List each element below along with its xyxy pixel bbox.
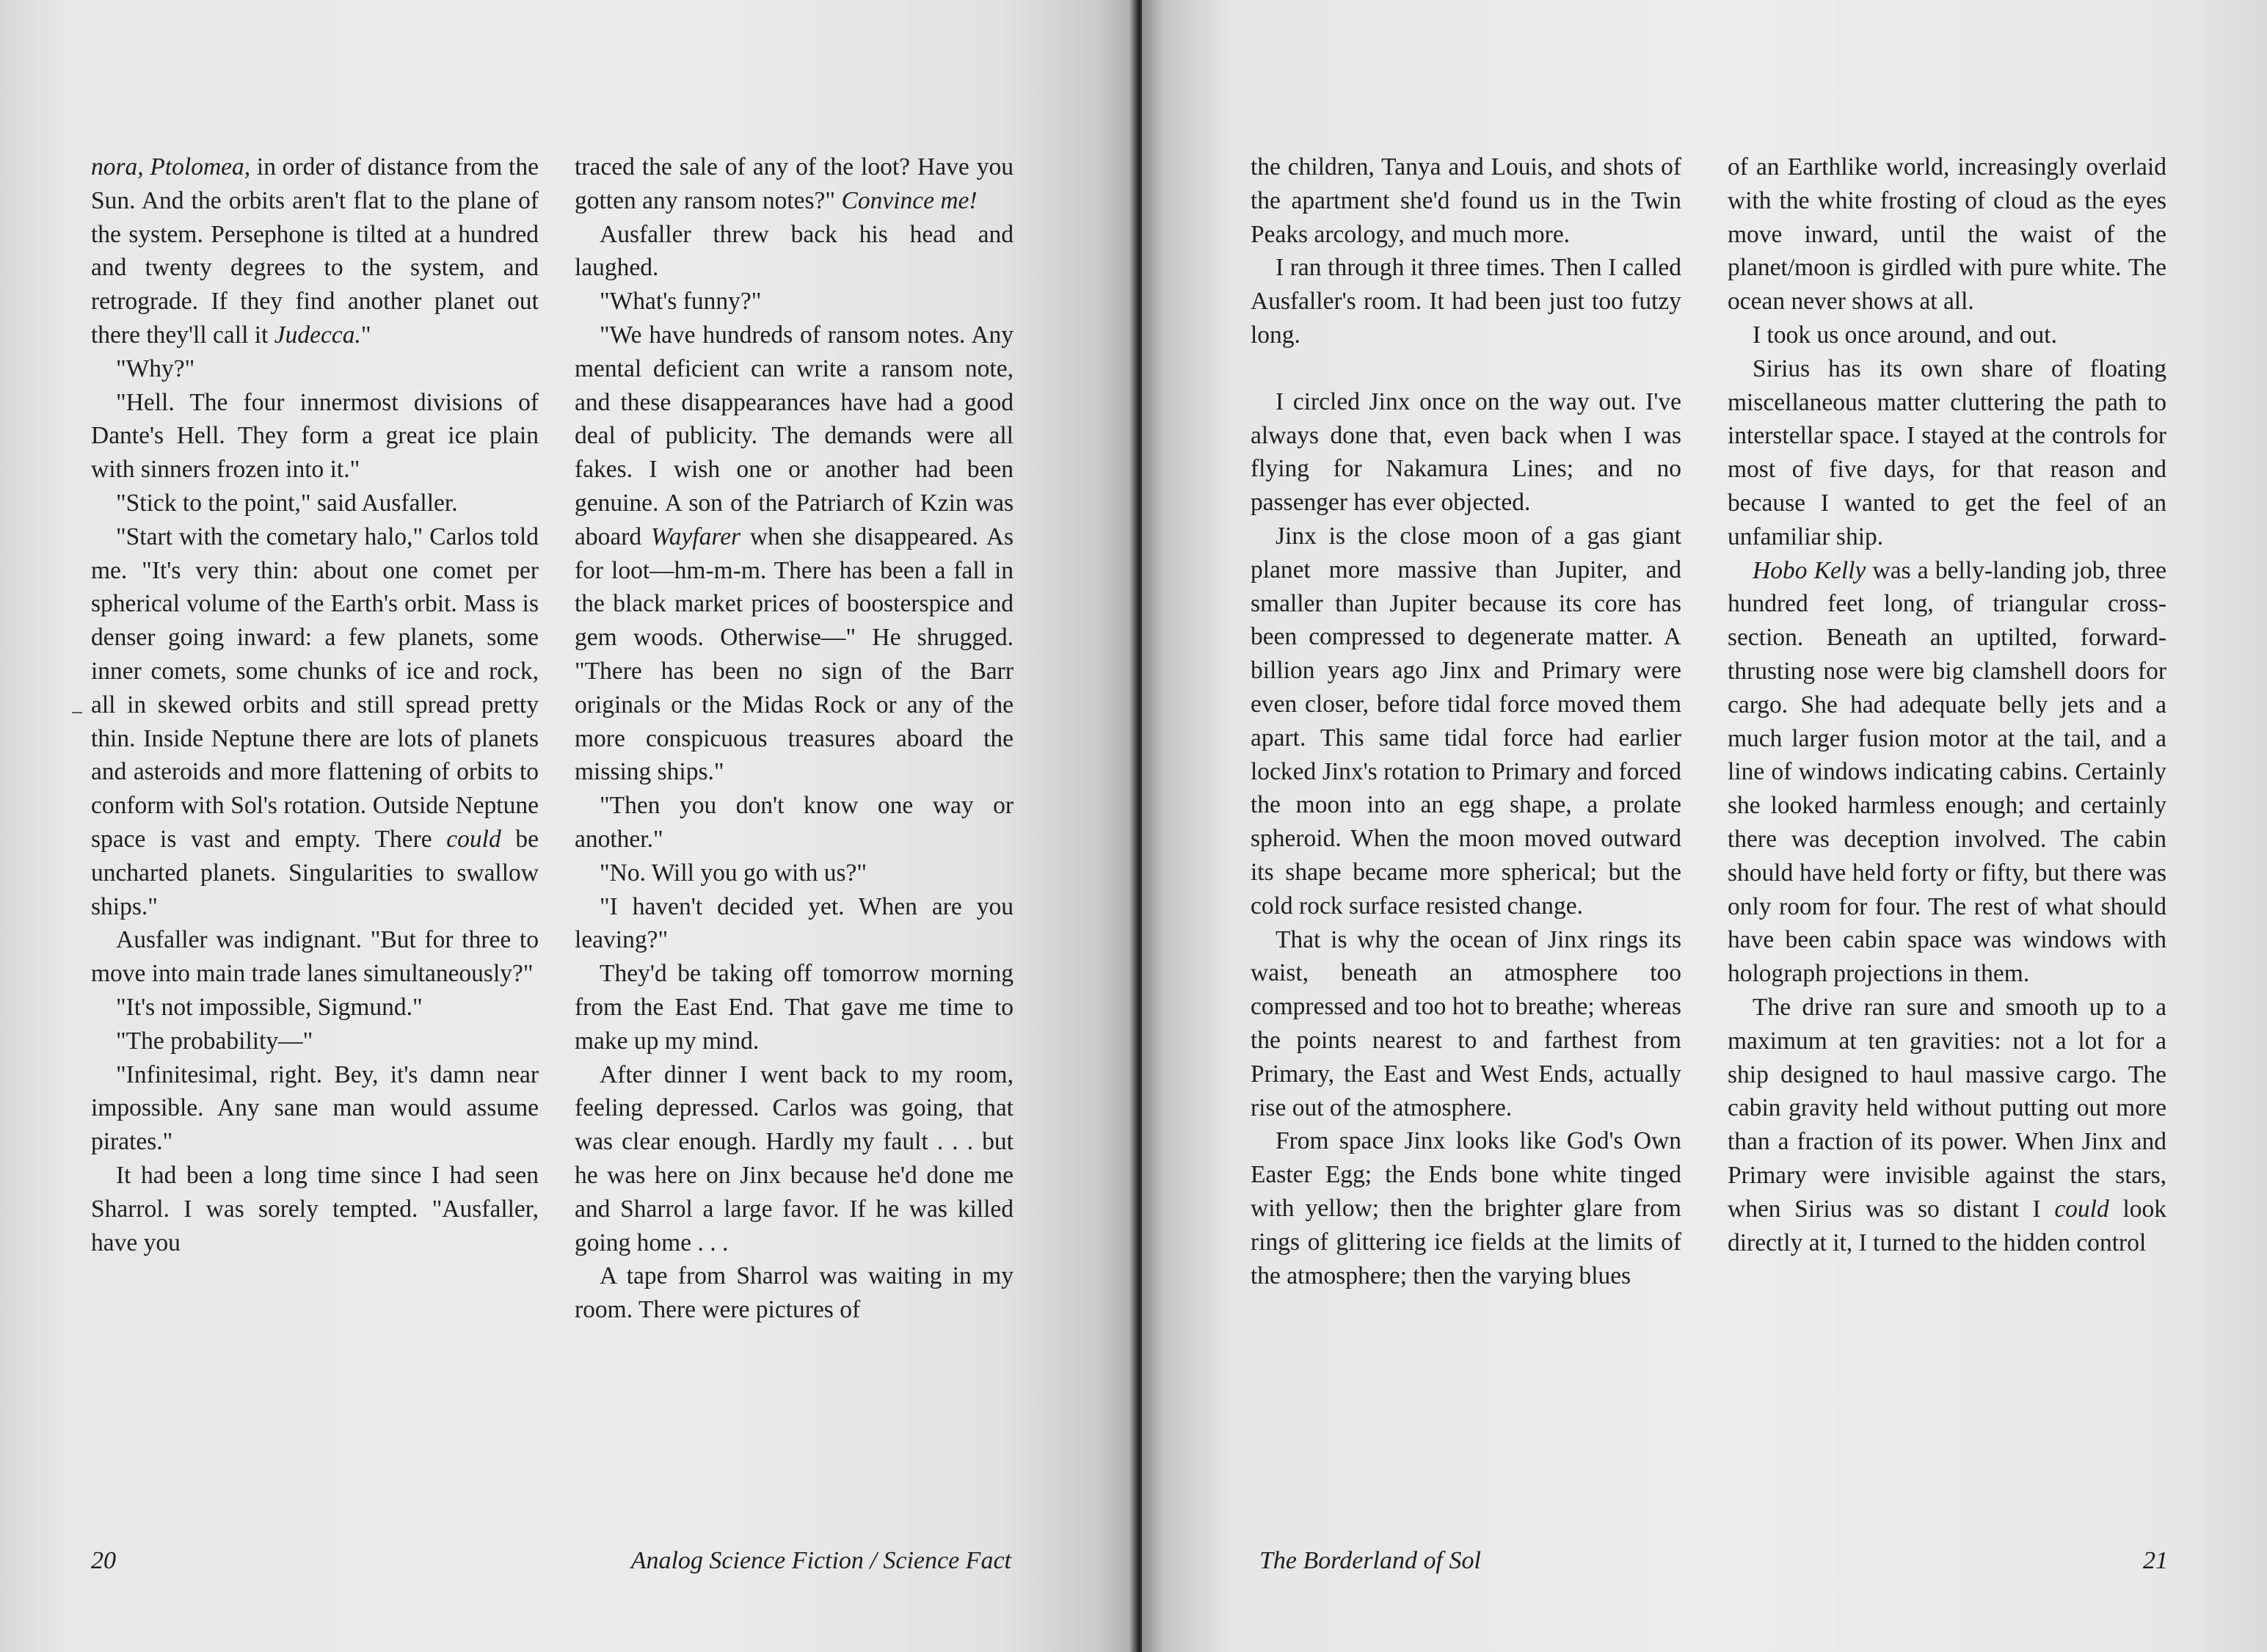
paragraph: the children, Tanya and Louis, and shots of the apartment she'd found us in the Twin Peaks arcology, and much more.: [1251, 153, 1681, 248]
paragraph: It had been a long time since I had seen Sharrol. I was sorely tempted. "Ausfaller, have you: [91, 1161, 539, 1256]
page-number-left: 20: [91, 1547, 116, 1574]
paragraph: Jinx is the close moon of a gas giant planet more massive than Jupiter, and smaller than Jupiter because its core has been compressed to degenerate matter. A billion years ago Jinx and Primary were even closer, before tidal force moved them apart. This same tidal force had earlier locked Jinx's rotation to Primary and forced the moon into an egg shape, a prolate spheroid. When the moon moved outward its shape became more spherical; but the cold rock surface resisted change.: [1251, 522, 1681, 920]
paragraph: "Infinitesimal, right. Bey, it's damn near impossible. Any sane man would assume pirates.": [91, 1060, 539, 1156]
right-page-column-1: [1251, 150, 1681, 1292]
right-page-column-2: [1728, 150, 2166, 1259]
paragraph: Ausfaller threw back his head and laughed.: [575, 220, 1014, 282]
paragraph: I circled Jinx once on the way out. I've always done that, even back when I was flying for Nakamura Lines; and no passenger has ever objected.: [1251, 387, 1681, 517]
paragraph: The drive ran sure and smooth up to a maximum at ten gravities: not a lot for a ship designed to haul massive cargo. The cabin gravity held without putting out more than a fraction of its power. When Jinx and Primary were invisible against the stars, when Sirius was so distant I could look directly at it, I turned to the hidden control: [1728, 993, 2167, 1256]
running-head-title: The Borderland of Sol: [1259, 1547, 1481, 1574]
paragraph: I ran through it three times. Then I called Ausfaller's room. It had been just too futzy long.: [1251, 254, 1681, 349]
paragraph: "Then you don't know one way or another.": [575, 792, 1014, 853]
paragraph: of an Earthlike world, increasingly overlaid with the white frosting of cloud as the eyes move inward, until the waist of the planet/moon is girdled with pure white. The ocean never shows at all.: [1728, 153, 2166, 316]
paragraph: "Start with the cometary halo," Carlos told me. "It's very thin: about one comet per spherical volume of the Earth's orbit. Mass is denser going inward: a few planets, some inner comets, some chunks of ice and rock, all in skewed orbits and still spread pretty thin. Inside Neptune there are lots of planets and asteroids and more flattening of orbits to conform with Sol's rotation. Outside Neptune space is vast and empty. There could be uncharted planets. Singularities to swallow ships.": [91, 523, 539, 920]
paragraph: traced the sale of any of the loot? Have you gotten any ransom notes?" Convince me!: [575, 153, 1014, 214]
paragraph: "Why?": [116, 354, 195, 382]
paragraph: From space Jinx looks like God's Own Easter Egg; the Ends bone white tinged with yellow; then the brighter glare from rings of glittering ice fields at the limits of the atmosphere; then the varying blues: [1251, 1127, 1681, 1289]
paragraph: "No. Will you go with us?": [600, 859, 867, 887]
paragraph: Sirius has its own share of floating miscellaneous matter cluttering the path to interstellar space. I stayed at the controls for most of five days, for that reason and because I wanted to get the feel of an unfamiliar ship.: [1728, 354, 2166, 550]
paragraph: "What's funny?": [600, 288, 762, 316]
paragraph: nora, Ptolomea, in order of distance from the Sun. And the orbits aren't flat to the plane of the system. Persephone is tilted at a hundred and twenty degrees to the system, and retrograde. If they find another planet out there they'll call it Judecca.": [91, 153, 539, 349]
paragraph: "I haven't decided yet. When are you leaving?": [575, 892, 1014, 954]
paragraph: "It's not impossible, Sigmund.": [116, 993, 423, 1021]
paragraph: They'd be taking off tomorrow morning from the East End. That gave me time to make up my mind.: [575, 960, 1014, 1055]
paragraph: That is why the ocean of Jinx rings its waist, beneath an atmosphere too compressed and too hot to breathe; whereas the points nearest to and farthest from Primary, the East and West Ends, actually rise out of the atmosphere.: [1251, 925, 1681, 1121]
left-page-column-2: [575, 150, 1014, 1327]
paragraph: "We have hundreds of ransom notes. Any mental deficient can write a ransom note, and these disappearances have had a good deal of publicity. The demands were all fakes. I wish one or another had been genuine. A son of the Patriarch of Kzin was aboard Wayfarer when she disappeared. As for loot—hm-m-m. There has been a fall in the black market prices of boosterspice and gem woods. Otherwise—" He shrugged. "There has been no sign of the Barr originals or the Midas Rock or any of the more conspicuous treasures aboard the missing ships.": [575, 321, 1014, 786]
paragraph: A tape from Sharrol was waiting in my room. There were pictures of: [575, 1262, 1014, 1324]
paragraph: Ausfaller was indignant. "But for three to move into main trade lanes simultaneously?": [91, 926, 539, 988]
paragraph: After dinner I went back to my room, feeling depressed. Carlos was going, that was clear enough. Hardly my fault . . . but he was here on Jinx because he'd done me and Sharrol a large favor. If he was killed going home . . .: [575, 1060, 1014, 1256]
running-head-magazine: Analog Science Fiction / Science Fact: [630, 1547, 1011, 1574]
paragraph: "The probability—": [116, 1027, 313, 1055]
left-page-column-1: [91, 150, 539, 1259]
paragraph: "Stick to the point," said Ausfaller.: [116, 489, 458, 517]
paragraph: I took us once around, and out.: [1753, 321, 2057, 349]
page-number-right: 21: [2143, 1547, 2168, 1574]
margin-mark: [72, 712, 82, 713]
paragraph: Hobo Kelly was a belly-landing job, three hundred feet long, of triangular cross-section. Beneath an uptilted, forward-thrusting nose were big clamshell doors for cargo. She had adequate belly jets and a much larger fusion motor at the tail, and a line of windows indicating cabins. Certainly she looked harmless enough; and certainly there was deception involved. The cabin should have held forty or fifty, but there was only room for four. The rest of what should have been cabin space was windows with holograph projections in them.: [1728, 556, 2166, 988]
paragraph: "Hell. The four innermost divisions of Dante's Hell. They form a great ice plain with sinners frozen into it.": [91, 388, 539, 484]
right-page: [1142, 0, 2267, 1652]
